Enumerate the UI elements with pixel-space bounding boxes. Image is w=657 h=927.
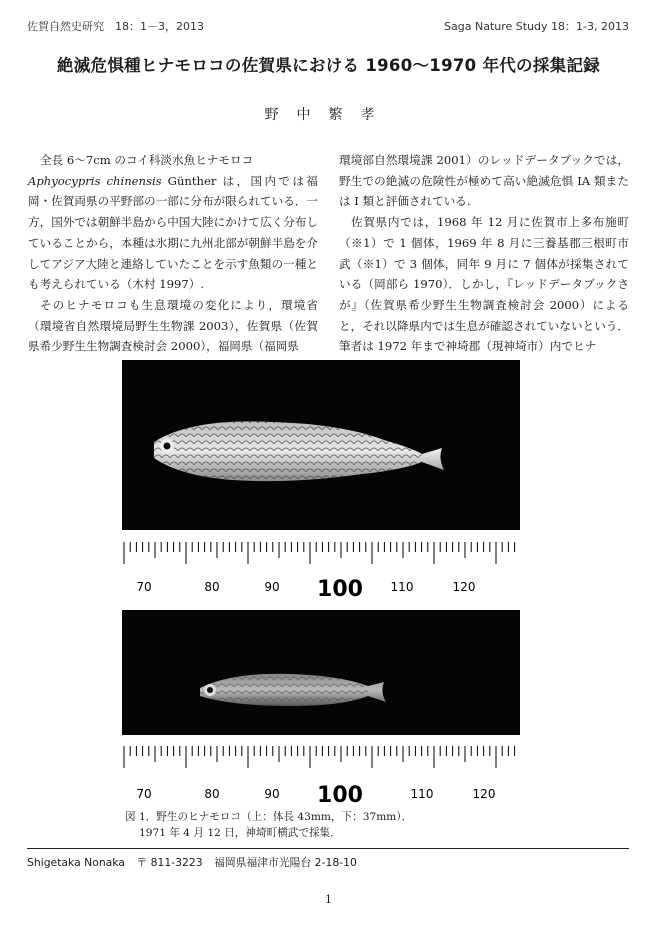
page-number: 1 [325, 893, 332, 906]
footer-address: 福岡県福津市光陽台 2-18-10 [214, 856, 357, 869]
ruler-bottom-label: 90 [264, 787, 280, 801]
fish-photo-top [122, 360, 520, 600]
right-paragraph-2: 佐賀県内では，1968 年 12 月に佐賀市上多布施町（※1）で 1 個体，1969 年 8 月に三養基郡三根町市武（※1）で 3 個体，同年 9 月に 7 個体が採集されている（岡部ら 1970）．しかし，『レッドデータブックさが』（佐賀県希少野生生物調査検討会 2000）によると，それ以降県内では生息が確認されていないという．筆者は 1972 年まで神埼郡（現神埼市）内でヒナ [339, 215, 629, 354]
ruler-bottom-label: 70 [136, 787, 152, 801]
ruler-top-label: 80 [204, 580, 220, 594]
footer-postal-code: 〒 811-3223 [136, 856, 203, 869]
intro-text-cont: Günther は，国内では福岡・佐賀両県の平野部の一部に分布が限られている．一方，国外では朝鮮半島から中国大陸にかけて広く分布していることから，本種は氷期に九州北部が朝鮮半島を介してアジア大陸と連絡していたことを示す魚類の一種とも考えられている（木村 1997）. [28, 173, 318, 292]
author-footer [27, 855, 365, 870]
ruler-bottom-label: 110 [410, 787, 434, 801]
footer-divider [27, 848, 629, 849]
right-column [339, 150, 629, 357]
ruler-top-label: 120 [452, 580, 476, 594]
ruler-bottom-label: 80 [204, 787, 220, 801]
ruler-top-label: 100 [317, 577, 363, 600]
ruler-top-label: 70 [136, 580, 152, 594]
fish-body-bottom [200, 674, 386, 706]
figure-caption [125, 809, 412, 841]
ruler-bottom-label: 120 [472, 787, 496, 801]
ruler-bottom-label: 100 [317, 783, 363, 805]
journal-header-right: Saga Nature Study 18：1-3, 2013 [444, 20, 629, 33]
left-paragraph-2: そのヒナモロコも生息環境の変化により，環境省（環境省自然環境局野生生物課 2003），佐賀県（佐賀県希少野生生物調査検討会 2000），福岡県（福岡県 [28, 297, 318, 354]
paper-title: 絶滅危惧種ヒナモロコの佐賀県における 1960～1970 年代の採集記録 [56, 56, 601, 75]
caption-line-1: 図 1．野生のヒナモロコ（上：体長 43mm，下：37mm）． [125, 811, 413, 823]
fish-body-top [154, 421, 444, 481]
caption-line-2: 1971 年 4 月 12 日，神埼町横武で採集． [139, 827, 341, 839]
author-name: 野中繁孝 [264, 107, 393, 123]
left-column [28, 150, 318, 357]
footer-author-name: Shigetaka Nonaka [27, 856, 125, 869]
ruler-top-label: 110 [390, 580, 414, 594]
right-paragraph-1: 環境部自然環境課 2001）のレッドデータブックでは，野生での絶滅の危険性が極めて高い絶滅危惧 IA 類または I 類と評価されている. [339, 153, 629, 209]
intro-text: 全長 6～7cm のコイ科淡水魚ヒナモロコ [40, 153, 254, 167]
ruler-top-label: 90 [264, 580, 280, 594]
fish-photo-bottom [122, 610, 520, 805]
species-name: Aphyocypris chinensis [28, 173, 162, 188]
journal-header-left: 佐賀自然史研究 18：1－3，2013 [27, 20, 204, 33]
left-paragraph-1 [28, 150, 318, 295]
